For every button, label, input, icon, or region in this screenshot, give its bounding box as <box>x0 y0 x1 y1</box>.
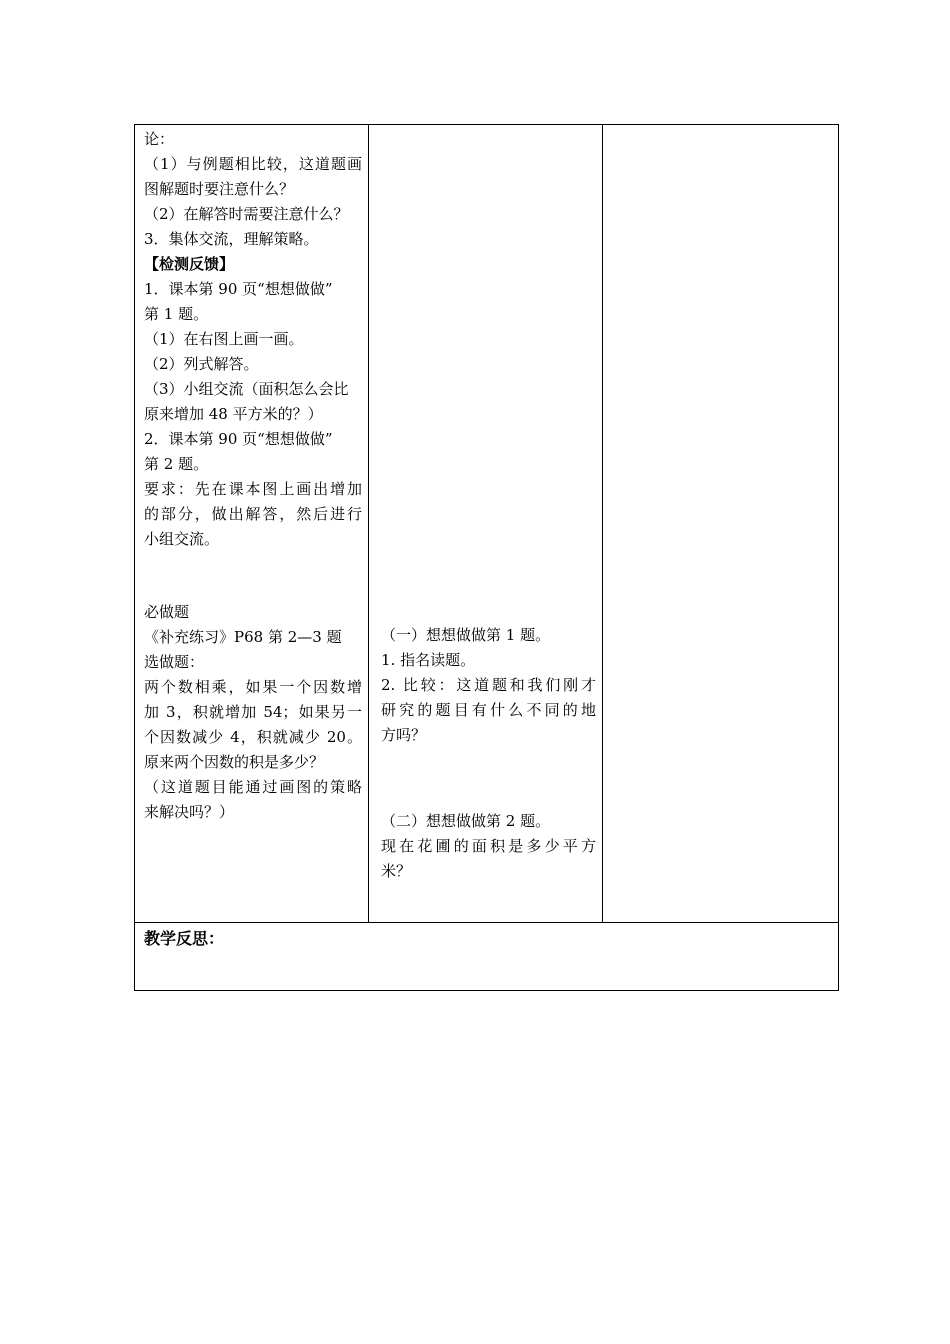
text-line: 两个数相乘，如果一个因数增 <box>144 678 362 696</box>
guidance-column <box>369 125 603 923</box>
text-line: 小组交流。 <box>144 530 220 548</box>
text-line: 图解题时要注意什么？ <box>144 180 295 198</box>
text-line: （一）想想做做第 1 题。 <box>381 626 551 644</box>
text-line: 的部分，做出解答，然后进行 <box>144 505 362 523</box>
text-line: （二）想想做做第 2 题。 <box>381 812 551 830</box>
text-line: 2. 比较：这道题和我们刚才 <box>381 676 596 694</box>
text-line: （1）在右图上画一画。 <box>144 330 304 348</box>
activity-column <box>135 125 369 923</box>
text-line: （1）与例题相比较，这道题画 <box>144 155 362 173</box>
text-line: 必做题 <box>144 603 190 621</box>
text-line: 《补充练习》P68 第 2—3 题 <box>144 628 342 646</box>
text-line: 研究的题目有什么不同的地 <box>381 701 596 719</box>
text-line: 1. 指名读题。 <box>381 651 476 669</box>
text-line: （2）在解答时需要注意什么？ <box>144 205 349 223</box>
text-line: （这道题目能通过画图的策略 <box>144 778 362 796</box>
text-line: 2．课本第 90 页“想想做做” <box>144 430 333 448</box>
text-line: 第 1 题。 <box>144 305 209 323</box>
text-line: 第 2 题。 <box>144 455 209 473</box>
text-line: 原来增加 48 平方米的？） <box>144 405 323 423</box>
text-line: 个因数减少 4，积就减少 20。 <box>144 728 362 746</box>
reflection-row <box>135 923 839 991</box>
text-line: （2）列式解答。 <box>144 355 259 373</box>
text-line: 3．集体交流，理解策略。 <box>144 230 319 248</box>
text-line: 方吗？ <box>381 726 427 744</box>
text-line: 来解决吗？） <box>144 803 235 821</box>
section-heading: 【检测反馈】 <box>144 255 235 273</box>
text-line: 论： <box>144 130 175 148</box>
text-line: 加 3，积就增加 54；如果另一 <box>144 703 362 721</box>
text-line: （3）小组交流（面积怎么会比 <box>144 380 349 398</box>
reflection-cell <box>135 923 839 991</box>
text-line: 要求：先在课本图上画出增加 <box>144 480 362 498</box>
lesson-plan-row <box>135 125 839 923</box>
text-line: 原来两个因数的积是多少？ <box>144 753 325 771</box>
text-line: 米？ <box>381 862 412 880</box>
lesson-plan-table <box>134 124 839 991</box>
text-line: 1．课本第 90 页“想想做做” <box>144 280 333 298</box>
reflection-label: 教学反思： <box>144 929 225 948</box>
text-line: 选做题： <box>144 653 205 671</box>
text-line: 现在花圃的面积是多少平方 <box>381 837 596 855</box>
notes-column <box>603 125 839 923</box>
